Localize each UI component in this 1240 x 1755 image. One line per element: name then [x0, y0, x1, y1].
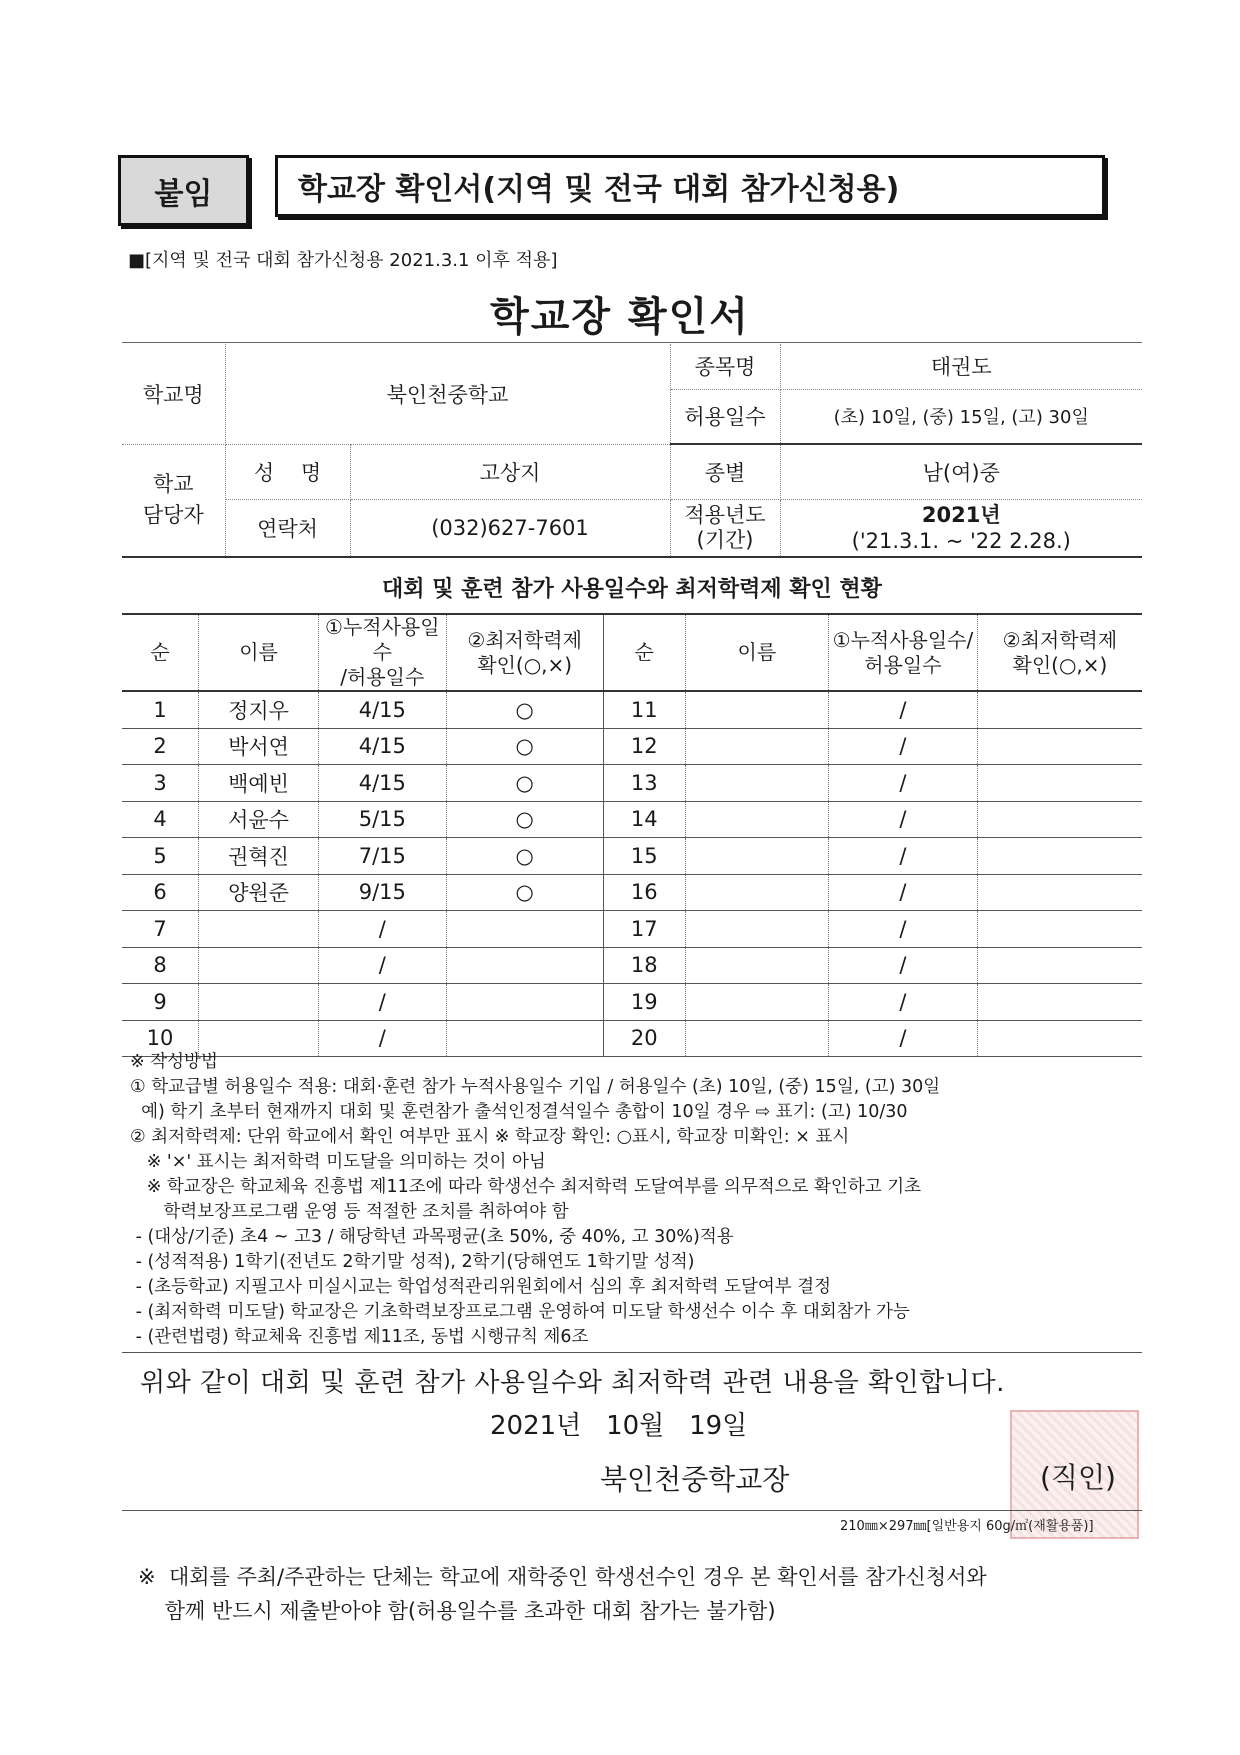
note-line: ※ 작성방법: [130, 1052, 218, 1072]
roster-cell-no: 16: [603, 874, 685, 911]
note-line: ※ 학교장은 학교체육 진흥법 제11조에 따라 학생선수 최저학력 도달여부를 의무적으로 확인하고 기초: [130, 1177, 922, 1197]
roster-cell-name: [685, 911, 828, 948]
roster-cell-no: 18: [603, 947, 685, 984]
roster-cell-check: [977, 728, 1142, 765]
footer-line: ※ 대회를 주최/주관하는 단체는 학교에 재학중인 학생선수인 경우 본 확인서를 참가신청서와: [138, 1565, 987, 1589]
allow-days-value: (초) 10일, (중) 15일, (고) 30일: [780, 389, 1142, 444]
roster-cell-no: 5: [122, 838, 199, 875]
note-line: - (초등학교) 지필고사 미실시교는 학업성적관리위원회에서 심의 후 최저학력 도달여부 결정: [130, 1277, 832, 1297]
roster-cell-no: 11: [603, 691, 685, 728]
table-row: [122, 874, 1142, 911]
sport-label: 종목명: [670, 344, 780, 389]
roster-cell-no: 1: [122, 691, 199, 728]
table-row: [122, 947, 1142, 984]
note-line: - (관련법령) 학교체육 진흥법 제11조, 동법 시행규칙 제6조: [130, 1327, 589, 1347]
footer-line: 함께 반드시 제출받아야 함(허용일수를 초과한 대회 참가는 불가함): [138, 1599, 776, 1623]
col-check-right: ②최저학력제 확인(○,×): [977, 614, 1142, 691]
table-row: [122, 838, 1142, 875]
roster-cell-check: ○: [446, 728, 603, 765]
roster-cell-check: ○: [446, 874, 603, 911]
principal-name: 북인천중학교장: [600, 1463, 790, 1496]
roster-cell-no: 17: [603, 911, 685, 948]
roster-cell-days: /: [319, 911, 447, 948]
col-name: 이름: [199, 614, 319, 691]
roster-cell-check: [977, 765, 1142, 802]
roster-cell-no: 20: [603, 1020, 685, 1057]
roster-cell-name: [685, 874, 828, 911]
roster-cell-no: 3: [122, 765, 199, 802]
roster-cell-no: 15: [603, 838, 685, 875]
roster-cell-no: 10: [122, 1020, 199, 1057]
roster-cell-name: [199, 911, 319, 948]
table-row: [122, 801, 1142, 838]
roster-cell-check: [446, 911, 603, 948]
gender-value: 남(여)중: [780, 444, 1142, 499]
issue-date: 2021년 10월 19일: [490, 1411, 748, 1441]
roster-cell-days: 4/15: [319, 728, 447, 765]
roster-cell-name: [199, 984, 319, 1021]
roster-cell-check: [446, 984, 603, 1021]
roster-cell-check: ○: [446, 691, 603, 728]
table-row: [122, 765, 1142, 802]
note-line: - (대상/기준) 초4 ~ 고3 / 해당학년 과목평균(초 50%, 중 40%, 고 30%)적용: [130, 1227, 734, 1247]
roster-cell-no: 7: [122, 911, 199, 948]
attachment-tag-label: 붙임: [154, 176, 213, 212]
roster-cell-no: 4: [122, 801, 199, 838]
roster-cell-name: 양원준: [199, 874, 319, 911]
note-line: ※ '×' 표시는 최저학력 미도달을 의미하는 것이 아님: [130, 1152, 546, 1172]
page-title: 학교장 확인서: [490, 294, 750, 340]
note-line: 학력보장프로그램 운영 등 적절한 조치를 취하여야 함: [130, 1202, 569, 1222]
roster-cell-name: [685, 801, 828, 838]
note-line: - (최저학력 미도달) 학교장은 기초학력보장프로그램 운영하여 미도달 학생선수 이수 후 대회참가 가능: [130, 1302, 910, 1322]
phone-label: 연락처: [225, 499, 350, 557]
roster-cell-no: 2: [122, 728, 199, 765]
roster-cell-check: ○: [446, 765, 603, 802]
roster-cell-name: [199, 947, 319, 984]
col-no-right: 순: [603, 614, 685, 691]
roster-cell-days: /: [829, 801, 978, 838]
school-name-value: 북인천중학교: [225, 344, 670, 444]
roster-cell-days: /: [829, 911, 978, 948]
roster-cell-no: 9: [122, 984, 199, 1021]
roster-body: [122, 691, 1142, 1057]
phone-value: (032)627-7601: [350, 499, 670, 557]
roster-cell-days: /: [829, 947, 978, 984]
year-value: 2021년: [921, 502, 1001, 527]
roster-cell-name: 권혁진: [199, 838, 319, 875]
roster-cell-check: [977, 691, 1142, 728]
roster-cell-name: 박서연: [199, 728, 319, 765]
table-row: [122, 911, 1142, 948]
roster-cell-check: [977, 838, 1142, 875]
school-info-table: [122, 344, 1142, 558]
roster-cell-days: 4/15: [319, 765, 447, 802]
footer-note: [138, 1560, 987, 1628]
note-line: ② 최저학력제: 단위 학교에서 확인 여부만 표시 ※ 학교장 확인: ○표시, 학교장 미확인: × 표시: [130, 1127, 850, 1147]
sport-value: 태권도: [780, 344, 1142, 389]
roster-cell-no: 6: [122, 874, 199, 911]
roster-cell-check: [446, 947, 603, 984]
roster-cell-name: [685, 691, 828, 728]
gender-label: 종별: [670, 444, 780, 499]
roster-cell-check: ○: [446, 838, 603, 875]
writing-notes: [130, 1050, 1150, 1350]
roster-cell-days: /: [829, 765, 978, 802]
roster-table: [122, 613, 1142, 1057]
roster-cell-days: /: [829, 691, 978, 728]
roster-cell-no: 8: [122, 947, 199, 984]
table-row: [122, 728, 1142, 765]
roster-cell-days: /: [319, 984, 447, 1021]
allow-days-label: 허용일수: [670, 389, 780, 444]
roster-cell-days: /: [829, 1020, 978, 1057]
paper-spec: 210㎜×297㎜[일반용지 60g/㎡(재활용품)]: [840, 1519, 1094, 1534]
roster-cell-name: [685, 838, 828, 875]
contact-label: 학교 담당자: [122, 444, 225, 557]
roster-cell-days: 4/15: [319, 691, 447, 728]
roster-cell-no: 19: [603, 984, 685, 1021]
roster-cell-days: /: [319, 1020, 447, 1057]
roster-cell-check: [977, 874, 1142, 911]
roster-cell-check: ○: [446, 801, 603, 838]
header-title-text: 학교장 확인서(지역 및 전국 대회 참가신청용): [298, 172, 900, 207]
roster-cell-days: /: [829, 728, 978, 765]
year-value-cell: [780, 499, 1142, 557]
table-row: [122, 984, 1142, 1021]
period-value: ('21.3.1. ~ '22 2.28.): [851, 528, 1071, 553]
note-line: - (성적적용) 1학기(전년도 2학기말 성적), 2학기(당해연도 1학기말 성적): [130, 1252, 695, 1272]
roster-cell-name: [685, 947, 828, 984]
roster-cell-check: [977, 984, 1142, 1021]
col-check: ②최저학력제 확인(○,×): [446, 614, 603, 691]
roster-cell-name: 백예빈: [199, 765, 319, 802]
contact-name-label: 성 명: [225, 444, 350, 499]
divider: [122, 342, 1142, 343]
contact-name-value: 고상지: [350, 444, 670, 499]
note-line: ① 학교급별 허용일수 적용: 대회·훈련 참가 누적사용일수 기입 / 허용일수 (초) 10일, (중) 15일, (고) 30일: [130, 1077, 941, 1097]
col-no: 순: [122, 614, 199, 691]
roster-cell-no: 12: [603, 728, 685, 765]
roster-cell-name: 서윤수: [199, 801, 319, 838]
roster-cell-days: 5/15: [319, 801, 447, 838]
roster-cell-no: 14: [603, 801, 685, 838]
roster-cell-name: 정지우: [199, 691, 319, 728]
divider: [122, 1510, 1142, 1511]
notice-line: ■[지역 및 전국 대회 참가신청용 2021.3.1 이후 적용]: [128, 250, 558, 271]
note-line: 예) 학기 초부터 현재까지 대회 및 훈련참가 출석인정결석일수 총합이 10일 경우 ⇨ 표기: (고) 10/30: [130, 1102, 908, 1122]
roster-cell-days: 9/15: [319, 874, 447, 911]
roster-cell-name: [685, 728, 828, 765]
seal-label: (직인): [1040, 1461, 1116, 1494]
attachment-tag: [118, 155, 249, 226]
roster-cell-name: [685, 984, 828, 1021]
roster-cell-check: [977, 911, 1142, 948]
roster-cell-days: /: [829, 838, 978, 875]
confirm-statement: 위와 같이 대회 및 훈련 참가 사용일수와 최저학력 관련 내용을 확인합니다.: [140, 1368, 1005, 1398]
roster-cell-name: [685, 765, 828, 802]
year-label: 적용년도 (기간): [670, 499, 780, 557]
col-days-right: ①누적사용일수/ 허용일수: [829, 614, 978, 691]
document-header-title: [275, 155, 1105, 217]
roster-cell-days: 7/15: [319, 838, 447, 875]
col-days: ①누적사용일수 /허용일수: [319, 614, 447, 691]
roster-cell-days: /: [319, 947, 447, 984]
roster-cell-days: /: [829, 874, 978, 911]
roster-cell-days: /: [829, 984, 978, 1021]
section-title: 대회 및 훈련 참가 사용일수와 최저학력제 확인 현황: [382, 577, 882, 602]
roster-cell-no: 13: [603, 765, 685, 802]
roster-cell-check: [977, 801, 1142, 838]
table-row: [122, 691, 1142, 728]
roster-cell-check: [977, 947, 1142, 984]
divider: [122, 1352, 1142, 1353]
school-name-label: 학교명: [122, 344, 225, 444]
col-name-right: 이름: [685, 614, 828, 691]
